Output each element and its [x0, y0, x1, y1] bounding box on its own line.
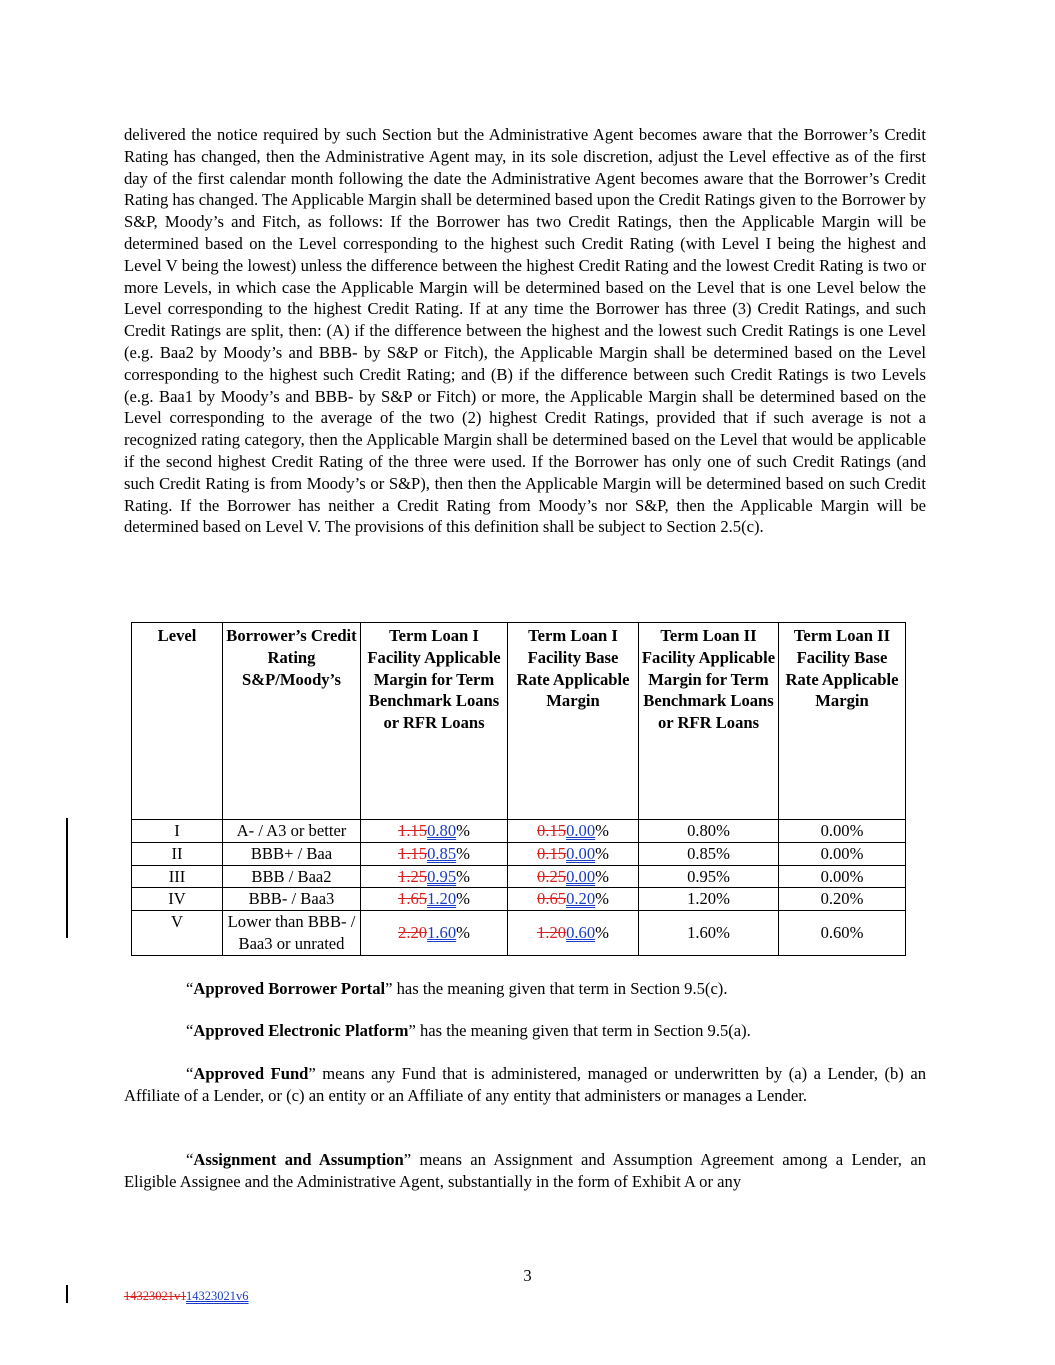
definition-text: ” means an Assignment and Assumption Agreement among a Lender, an Eligible Assignee and the Administrative Agent, substantially in the form of Exhibit A or any	[124, 1150, 926, 1191]
tl2-margin-cell: 0.80%	[639, 820, 779, 843]
document-id-old: 14323021v1	[124, 1289, 187, 1303]
deleted-value: 1.25	[398, 866, 428, 886]
inserted-value: 0.20	[566, 889, 596, 909]
header-level: Level	[132, 623, 223, 820]
level-cell: V	[132, 911, 223, 956]
definition-approved-borrower-portal	[124, 978, 926, 1000]
tl1-margin-cell	[361, 820, 508, 843]
tl2-base-cell: 0.00%	[779, 865, 906, 888]
tl2-base-cell: 0.00%	[779, 842, 906, 865]
tl2-base-cell: 0.60%	[779, 911, 906, 956]
inserted-value: 0.80	[427, 821, 457, 840]
table-row	[132, 842, 906, 865]
deleted-value: 1.15	[398, 843, 428, 863]
tl1-base-cell	[508, 865, 639, 888]
table-row	[132, 911, 906, 956]
deleted-value: 0.15	[537, 843, 567, 863]
level-cell: II	[132, 842, 223, 865]
deleted-value: 0.25	[537, 866, 567, 886]
deleted-value: 0.15	[537, 821, 567, 840]
percent-sign: %	[456, 866, 470, 886]
intro-paragraph: delivered the notice required by such Section but the Administrative Agent becomes aware that the Borrower’s Credit Rating has changed, then the Administrative Agent may, in its sole discretion, adjust the Level effective as of the first day of the first calendar month following the date the Administrative Agent becomes aware that the Borrower’s Credit Rating has changed. The Applicable Margin shall be determined based upon the Credit Ratings given to the Borrower by S&P, Moody’s and Fitch, as follows: If the Borrower has two Credit Ratings, then the Applicable Margin will be determined based on the Level corresponding to the highest such Credit Rating (with Level I being the highest and Level V being the lowest) unless the difference between the highest Credit Rating and the lowest Credit Rating is two or more Levels, in which case the Applicable Margin will be determined based on the Level that is one Level below the Level corresponding to the highest Credit Rating. If at any time the Borrower has three (3) Credit Ratings, and such Credit Ratings are split, then: (A) if the difference between the highest and the lowest such Credit Ratings is one Level (e.g. Baa2 by Moody’s and BBB- by S&P or Fitch), the Applicable Margin shall be determined based on the Level corresponding to the highest such Credit Rating; and (B) if the difference between such Credit Ratings is two Levels (e.g. Baa1 by Moody’s and BBB- by S&P or Fitch) or more, the Applicable Margin shall be determined based on the Level corresponding to the average of the two (2) highest Credit Ratings, provided that if such average is not a recognized rating category, then the Applicable Margin shall be determined based on the Level that would be applicable if the second highest Credit Rating of the three were used. If the Borrower has only one of such Credit Ratings (and such Credit Rating is from Moody’s or S&P), then then the Applicable Margin will be determined based on such Credit Rating. If the Borrower has neither a Credit Rating from Moody’s nor S&P, then the Applicable Margin will be determined based on Level V. The provisions of this definition shall be subject to Section 2.5(c).	[124, 125, 926, 537]
level-cell: I	[132, 820, 223, 843]
table-row	[132, 888, 906, 911]
defined-term: Approved Fund	[193, 1064, 309, 1083]
level-cell: IV	[132, 888, 223, 911]
rating-cell: BBB+ / Baa	[223, 842, 361, 865]
page-number: 3	[523, 1266, 532, 1285]
rating-cell: Lower than BBB- / Baa3 or unrated	[223, 911, 361, 956]
definition-assignment-and-assumption	[124, 1149, 926, 1193]
inserted-value: 1.20	[427, 889, 457, 909]
open-quote: “	[186, 979, 194, 998]
defined-term: Assignment and Assumption	[193, 1150, 404, 1169]
tl2-margin-cell: 1.60%	[639, 911, 779, 956]
definition-approved-electronic-platform	[124, 1020, 926, 1042]
table-header-row	[132, 623, 906, 820]
rating-cell: BBB / Baa2	[223, 865, 361, 888]
inserted-value: 0.00	[566, 866, 596, 886]
header-credit-rating: Borrower’s Credit Rating S&P/Moody’s	[223, 623, 361, 820]
document-id-new: 14323021v6	[186, 1289, 249, 1303]
percent-sign: %	[595, 889, 609, 909]
percent-sign: %	[595, 866, 609, 886]
inserted-value: 0.95	[427, 866, 457, 886]
tl2-margin-cell: 0.95%	[639, 865, 779, 888]
tl2-base-cell: 0.00%	[779, 820, 906, 843]
inserted-value: 0.00	[566, 821, 596, 840]
percent-sign: %	[595, 821, 609, 840]
change-bar	[66, 1285, 68, 1303]
change-bar	[66, 914, 68, 938]
tl2-base-cell: 0.20%	[779, 888, 906, 911]
tl1-margin-cell	[361, 911, 508, 956]
rating-cell: BBB- / Baa3	[223, 888, 361, 911]
percent-sign: %	[456, 923, 470, 943]
deleted-value: 0.65	[537, 889, 567, 909]
tl1-margin-cell	[361, 888, 508, 911]
open-quote: “	[186, 1064, 194, 1083]
tl1-base-cell	[508, 842, 639, 865]
tl1-base-cell	[508, 820, 639, 843]
percent-sign: %	[595, 923, 609, 943]
tl2-margin-cell: 1.20%	[639, 888, 779, 911]
percent-sign: %	[456, 889, 470, 909]
definition-approved-fund	[124, 1063, 926, 1107]
header-tl1-margin: Term Loan I Facility Applicable Margin for Term Benchmark Loans or RFR Loans	[361, 623, 508, 820]
header-tl2-base: Term Loan II Facility Base Rate Applicable Margin	[779, 623, 906, 820]
header-tl2-margin: Term Loan II Facility Applicable Margin for Term Benchmark Loans or RFR Loans	[639, 623, 779, 820]
inserted-value: 0.85	[427, 843, 457, 863]
percent-sign: %	[595, 843, 609, 863]
tl1-base-cell	[508, 911, 639, 956]
open-quote: “	[186, 1021, 194, 1040]
deleted-value: 2.20	[398, 923, 428, 943]
percent-sign: %	[456, 843, 470, 863]
open-quote: “	[186, 1150, 194, 1169]
tl1-margin-cell	[361, 842, 508, 865]
deleted-value: 1.15	[398, 821, 428, 840]
applicable-margin-table	[131, 622, 906, 956]
inserted-value: 0.60	[566, 923, 596, 943]
percent-sign: %	[456, 821, 470, 840]
defined-term: Approved Borrower Portal	[193, 979, 386, 998]
rating-cell: A- / A3 or better	[223, 820, 361, 843]
defined-term: Approved Electronic Platform	[193, 1021, 409, 1040]
definition-text: ” means any Fund that is administered, managed or underwritten by (a) a Lender, (b) an Affiliate of a Lender, or (c) an entity or an Affiliate of any entity that administers or manages a Lender.	[124, 1064, 926, 1105]
tl1-base-cell	[508, 888, 639, 911]
document-id	[124, 1289, 249, 1304]
deleted-value: 1.65	[398, 889, 428, 909]
definition-text: ” has the meaning given that term in Section 9.5(a).	[408, 1021, 751, 1040]
inserted-value: 0.00	[566, 843, 596, 863]
header-tl1-base: Term Loan I Facility Base Rate Applicable Margin	[508, 623, 639, 820]
tl1-margin-cell	[361, 865, 508, 888]
table-row	[132, 865, 906, 888]
table-row	[132, 820, 906, 843]
level-cell: III	[132, 865, 223, 888]
definition-text: ” has the meaning given that term in Section 9.5(c).	[385, 979, 728, 998]
deleted-value: 1.20	[537, 923, 567, 943]
inserted-value: 1.60	[427, 923, 457, 943]
tl2-margin-cell: 0.85%	[639, 842, 779, 865]
